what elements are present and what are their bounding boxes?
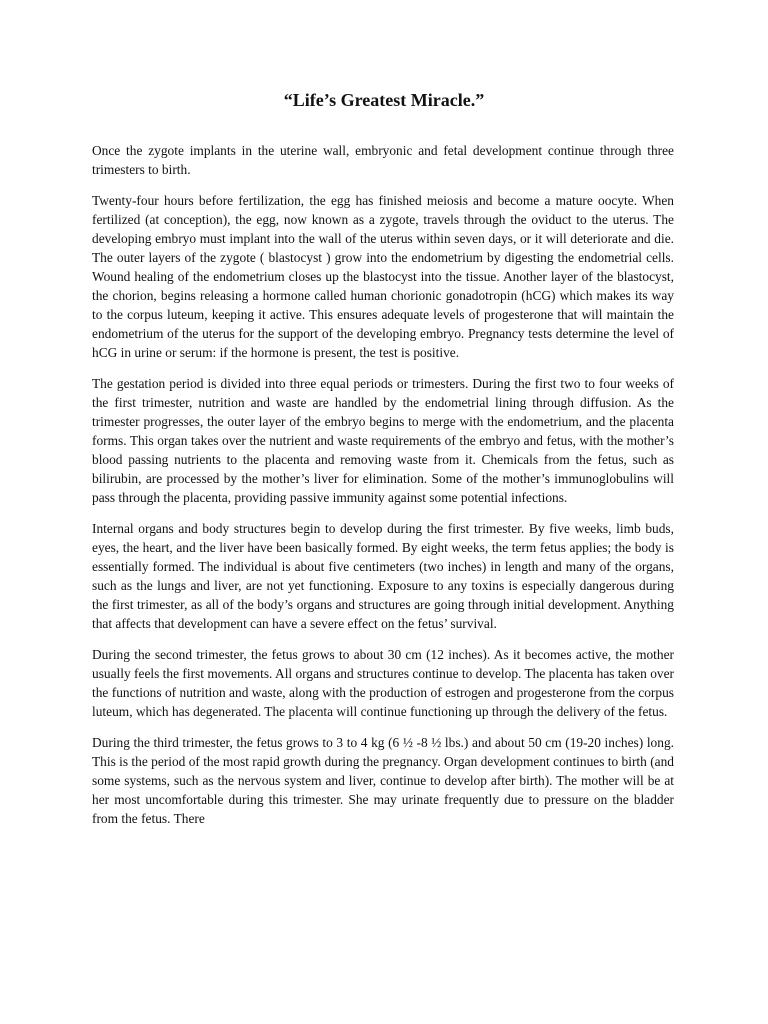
- paragraph-fertilization: Twenty-four hours before fertilization, the egg has finished meiosis and become a mature oocyte. When fertilized (at conception), the egg, now known as a zygote, travels through the oviduct to the uterus. The developing embryo must implant into the wall of the uterus within seven days, or it will deteriorate and die. The outer layers of the zygote ( blastocyst ) grow into the endometrium by digesting the endometrial cells. Wound healing of the endometrium closes up the blastocyst into the tissue. Another layer of the blastocyst, the chorion, begins releasing a hormone called human chorionic gonadotropin (hCG) which makes its way to the corpus luteum, keeping it active. This ensures adequate levels of progesterone that will maintain the endometrium of the uterus for the support of the developing embryo. Pregnancy tests determine the level of hCG in urine or serum: if the hormone is present, the test is positive.: [92, 193, 674, 360]
- paragraph-third-trimester: During the third trimester, the fetus grows to 3 to 4 kg (6 ½ -8 ½ lbs.) and about 50 cm (19-20 inches) long. This is the period of the most rapid growth during the pregnancy. Organ development continues to birth (and some systems, such as the nervous system and liver, continue to develop after birth). The mother will be at her most uncomfortable during this trimester. She may urinate frequently due to pressure on the bladder from the fetus. There: [92, 735, 674, 826]
- document-title: “Life’s Greatest Miracle.”: [283, 90, 485, 110]
- paragraph-intro: Once the zygote implants in the uterine wall, embryonic and fetal development continue through three trimesters to birth.: [92, 143, 674, 177]
- paragraph-gestation: The gestation period is divided into three equal periods or trimesters. During the first two to four weeks of the first trimester, nutrition and waste are handled by the endometrial lining through diffusion. As the trimester progresses, the outer layer of the embryo begins to merge with the endometrium, and the placenta forms. This organ takes over the nutrient and waste requirements of the embryo and fetus, with the mother’s blood passing nutrients to the placenta and removing waste from it. Chemicals from the fetus, such as bilirubin, are processed by the mother’s liver for elimination. Some of the mother’s immunoglobulins will pass through the placenta, providing passive immunity against some potential infections.: [92, 376, 674, 505]
- paragraph-first-trimester: Internal organs and body structures begin to develop during the first trimester. By five weeks, limb buds, eyes, the heart, and the liver have been basically formed. By eight weeks, the term fetus applies; the body is essentially formed. The individual is about five centimeters (two inches) in length and many of the organs, such as the lungs and liver, are not yet functioning. Exposure to any toxins is especially dangerous during the first trimester, as all of the body’s organs and structures are going through initial development. Anything that affects that development can have a severe effect on the fetus’ survival.: [92, 521, 674, 631]
- paragraph-second-trimester: During the second trimester, the fetus grows to about 30 cm (12 inches). As it becomes active, the mother usually feels the first movements. All organs and structures continue to develop. The placenta has taken over the functions of nutrition and waste, along with the production of estrogen and progesterone from the corpus luteum, which has degenerated. The placenta will continue functioning up through the delivery of the fetus.: [92, 647, 674, 719]
- document-body: [92, 141, 674, 840]
